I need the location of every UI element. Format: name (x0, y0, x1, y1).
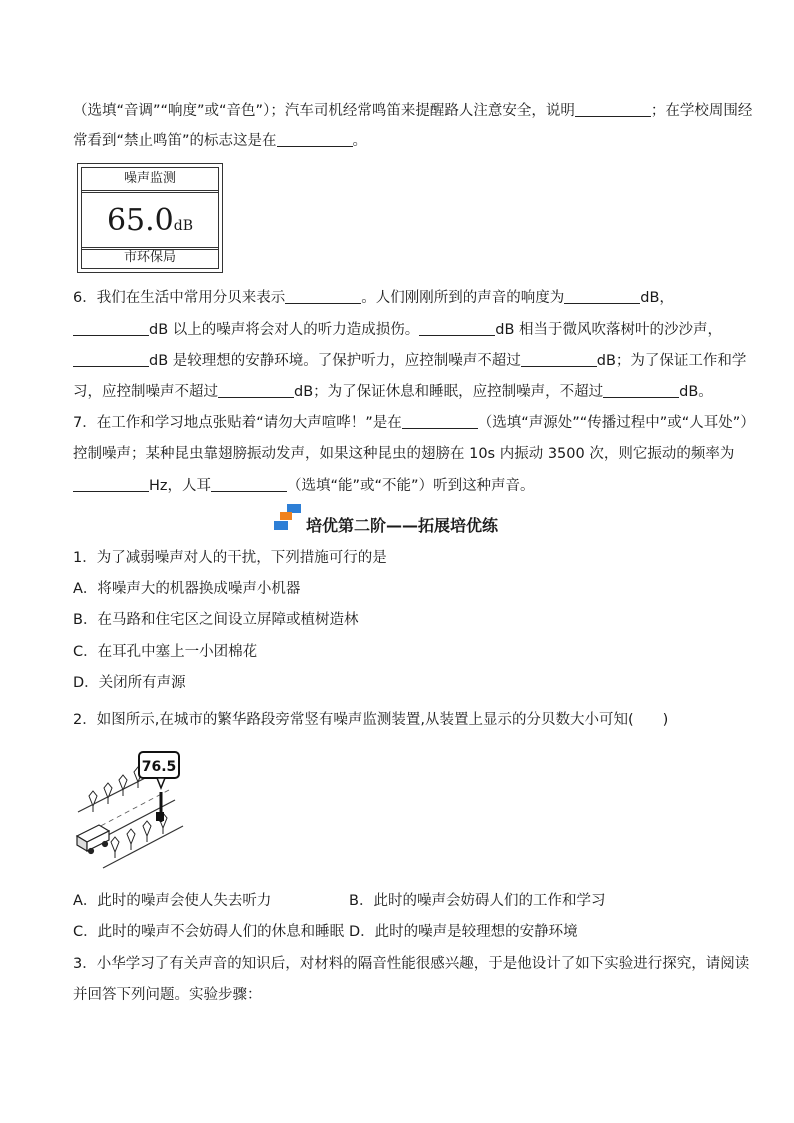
q6-line-2: dB 以上的噪声将会对人的听力造成损伤。 dB 相当于微风吹落树叶的沙沙声， (73, 320, 722, 340)
q7-line-3: Hz，人耳 （选填“能”或“不能”）听到这种声音。 (73, 476, 535, 496)
p2-option-d[interactable]: D．此时的噪声是较理想的安静环境 (349, 924, 578, 940)
p2-stem: 2．如图所示,在城市的繁华路段旁常竖有噪声监测装置,从装置上显示的分贝数大小可知( ) (73, 712, 669, 728)
q6-line-4: 习，应控制噪声不超过 dB；为了保证休息和睡眠，应控制噪声，不超过 dB。 (73, 384, 713, 400)
section-blocks-icon (274, 503, 304, 531)
answer-blank[interactable] (575, 102, 651, 117)
answer-blank[interactable] (277, 132, 353, 147)
q6-line-1: 6．我们在生活中常用分贝来表示 。人们刚刚所到的声音的响度为 dB， (73, 290, 674, 306)
section-heading (274, 503, 534, 535)
answer-blank[interactable] (564, 289, 640, 304)
q7-line-2: 控制噪声；某种昆虫靠翅膀振动发声，如果这种昆虫的翅膀在 10s 内振动 3500 次，则它振动的频率为 (73, 446, 735, 462)
answer-blank[interactable] (73, 321, 149, 336)
p2-option-b[interactable]: B．此时的噪声会妨碍人们的工作和学习 (349, 893, 606, 909)
meter-title: 噪声监测 (82, 168, 218, 191)
q5-line-1: （选填“音调”“响度”或“音色”）；汽车司机经常鸣笛来提醒路人注意安全，说明 ；在学校周围经 (73, 103, 753, 119)
p3-line-1: 3．小华学习了有关声音的知识后，对材料的隔音性能很感兴趣，于是他设计了如下实验进行探究，请阅读 (73, 956, 750, 972)
answer-blank[interactable] (285, 289, 361, 304)
street-noise-monitor-figure (73, 748, 185, 872)
p1-stem: 1．为了减弱噪声对人的干扰，下列措施可行的是 (73, 550, 387, 566)
answer-blank[interactable] (402, 414, 478, 429)
answer-blank[interactable] (419, 321, 495, 336)
answer-blank[interactable] (211, 477, 287, 492)
answer-blank[interactable] (521, 352, 597, 367)
meter-footer: 市环保局 (82, 247, 218, 268)
p3-line-2: 并回答下列问题。实验步骤： (73, 987, 262, 1003)
p1-option-d[interactable]: D．关闭所有声源 (73, 675, 186, 691)
q7-line-1: 7．在工作和学习地点张贴着“请勿大声喧哗！”是在 （选填“声源处”“传播过程中”或“人耳处”） (73, 415, 755, 431)
p1-option-a[interactable]: A．将噪声大的机器换成噪声小机器 (73, 581, 301, 597)
meter-reading: 65.0dB (82, 192, 218, 250)
sign-reading: 76.5 (141, 759, 177, 775)
q5-line-2: 常看到“禁止鸣笛”的标志这是在 。 (73, 133, 368, 149)
p1-option-b[interactable]: B．在马路和住宅区之间设立屏障或植树造林 (73, 612, 359, 628)
answer-blank[interactable] (218, 383, 294, 398)
p2-option-c[interactable]: C．此时的噪声不会妨碍人们的休息和睡眠 (73, 924, 345, 940)
p2-option-a[interactable]: A．此时的噪声会使人失去听力 (73, 893, 272, 909)
answer-blank[interactable] (73, 477, 149, 492)
p1-option-c[interactable]: C．在耳孔中塞上一小团棉花 (73, 644, 258, 660)
q6-line-3: dB 是较理想的安静环境。了保护听力，应控制噪声不超过 dB；为了保证工作和学 (73, 351, 746, 371)
answer-blank[interactable] (73, 352, 149, 367)
noise-meter-figure (77, 163, 223, 273)
answer-blank[interactable] (603, 383, 679, 398)
street-scene-illustration (73, 748, 185, 872)
section-title: 培优第二阶——拓展培优练 (306, 516, 499, 535)
